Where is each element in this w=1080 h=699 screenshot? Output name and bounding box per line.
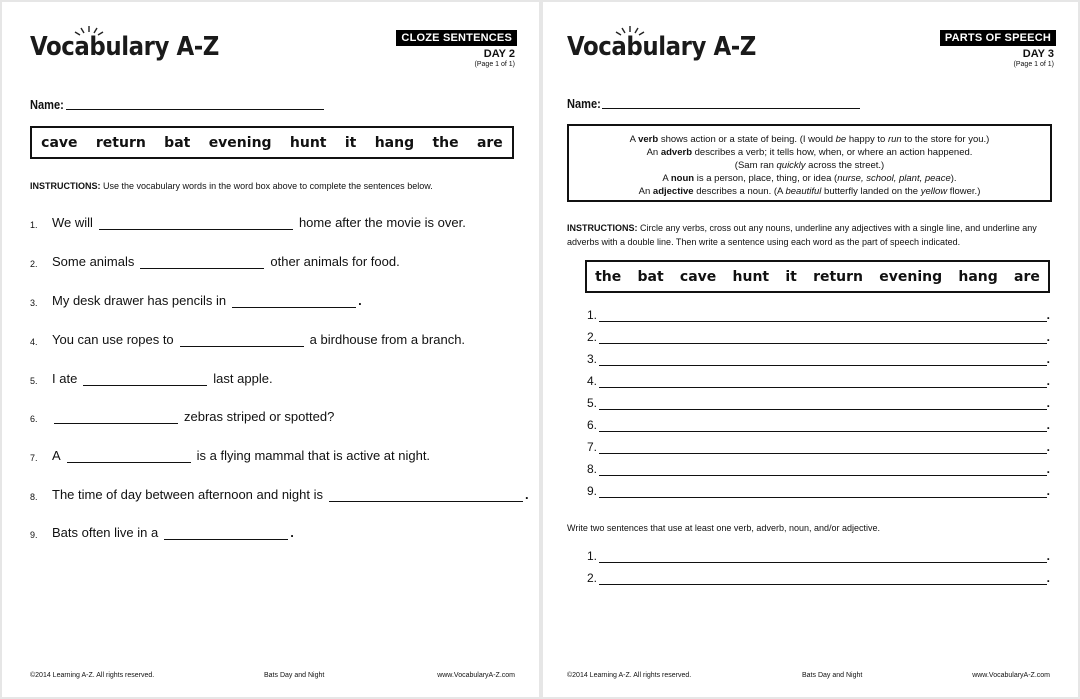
line-period: . xyxy=(1046,571,1050,585)
line-period: . xyxy=(1046,352,1050,366)
question-text-after: is a flying mammal that is active at night. xyxy=(196,448,431,463)
question-number: 2. xyxy=(30,259,38,269)
line-period: . xyxy=(1046,308,1050,322)
answer-line[interactable] xyxy=(585,308,1050,322)
question-text-before: I ate xyxy=(52,371,78,386)
line-number: 4. xyxy=(586,374,597,388)
vocabulary-az-logo: Vocabulary A-Z xyxy=(567,32,756,62)
answer-line[interactable] xyxy=(585,352,1050,366)
word-box-word: it xyxy=(785,268,797,285)
word-box-word: evening xyxy=(879,268,943,285)
instructions-label: INSTRUCTIONS: xyxy=(567,223,638,233)
answer-line[interactable] xyxy=(585,549,1050,563)
line-number: 7. xyxy=(586,440,597,454)
answer-blank[interactable] xyxy=(54,411,178,424)
two-sentences-prompt: Write two sentences that use at least one verb, adverb, noun, and/or adjective. xyxy=(567,523,881,533)
word-box-word: are xyxy=(1014,268,1040,285)
vocabulary-az-logo: Vocabulary A-Z xyxy=(30,32,219,62)
question-text-after: other animals for food. xyxy=(270,254,400,269)
writing-line[interactable] xyxy=(599,552,1047,563)
verb-definition: A verb shows action or a state of being. (I would be happy to run to the store for you.) xyxy=(629,134,990,145)
writing-line[interactable] xyxy=(599,574,1047,585)
answer-blank[interactable] xyxy=(164,527,288,540)
word-box-word: hang xyxy=(374,134,415,151)
worksheet-type-tag: PARTS OF SPEECH xyxy=(940,30,1056,46)
word-box-word: hunt xyxy=(289,134,327,151)
word-box-word: it xyxy=(344,134,357,151)
footer-title: Bats Day and Night xyxy=(802,672,863,679)
line-number: 2. xyxy=(586,571,597,585)
question-text-before: You can use ropes to xyxy=(52,332,174,347)
question-item xyxy=(30,371,273,386)
name-field[interactable] xyxy=(66,109,324,110)
line-number: 1. xyxy=(586,308,597,322)
question-number: 9. xyxy=(30,530,38,540)
question-number: 4. xyxy=(30,337,38,347)
question-text-before: The time of day between afternoon and night is xyxy=(52,487,324,502)
question-text-after: last apple. xyxy=(213,371,273,386)
question-number: 5. xyxy=(30,376,38,386)
answer-line[interactable] xyxy=(585,418,1050,432)
question-item xyxy=(30,293,362,308)
name-label: Name: xyxy=(30,97,64,112)
day-label: DAY 3 xyxy=(1022,48,1054,60)
worksheet-page-cloze xyxy=(2,2,539,697)
question-text-before: A xyxy=(52,448,61,463)
worksheet-page-parts-of-speech xyxy=(543,2,1078,697)
line-period: . xyxy=(1046,418,1050,432)
question-text-after: zebras striped or spotted? xyxy=(184,409,335,424)
answer-blank[interactable] xyxy=(329,489,523,502)
answer-blank[interactable] xyxy=(232,295,356,308)
word-box-word: bat xyxy=(164,134,191,151)
line-period: . xyxy=(1046,484,1050,498)
word-box-word: cave xyxy=(41,134,78,151)
definitions-box xyxy=(567,124,1052,202)
footer-copyright: ©2014 Learning A-Z. All rights reserved. xyxy=(30,672,155,679)
writing-line[interactable] xyxy=(599,443,1047,454)
footer-site[interactable]: www.VocabularyA-Z.com xyxy=(972,672,1050,679)
question-item xyxy=(30,448,430,463)
adverb-example: (Sam ran quickly across the street.) xyxy=(734,160,885,171)
line-period: . xyxy=(1046,330,1050,344)
line-number: 1. xyxy=(586,549,597,563)
adjective-definition: An adjective describes a noun. (A beautiful butterfly landed on the yellow flower.) xyxy=(638,186,981,197)
line-number: 3. xyxy=(586,352,597,366)
instructions-text: Circle any verbs, cross out any nouns, underline any adjectives with a single line, and underline any adverbs with a double line. Then write a sentence using each word as the part of speech indicated. xyxy=(567,223,1037,247)
question-text-after: . xyxy=(290,525,294,540)
writing-line[interactable] xyxy=(599,333,1047,344)
answer-line[interactable] xyxy=(585,396,1050,410)
writing-line[interactable] xyxy=(599,487,1047,498)
question-item xyxy=(30,332,465,347)
question-text-before: Bats often live in a xyxy=(52,525,159,540)
question-text-before: Some animals xyxy=(52,254,135,269)
word-box-word: bat xyxy=(637,268,664,285)
question-text-before: We will xyxy=(52,215,93,230)
worksheet-type-tag: CLOZE SENTENCES xyxy=(396,30,517,46)
question-item xyxy=(30,487,529,502)
writing-line[interactable] xyxy=(599,355,1047,366)
question-item xyxy=(30,254,400,269)
footer-copyright: ©2014 Learning A-Z. All rights reserved. xyxy=(567,672,692,679)
word-box-word: the xyxy=(595,268,622,285)
instructions xyxy=(567,221,1053,249)
answer-line[interactable] xyxy=(585,330,1050,344)
word-box xyxy=(585,260,1050,293)
answer-line[interactable] xyxy=(585,484,1050,498)
question-text-after: . xyxy=(525,487,529,502)
name-field[interactable] xyxy=(602,108,860,109)
line-period: . xyxy=(1046,396,1050,410)
footer-title: Bats Day and Night xyxy=(264,672,325,679)
question-number: 7. xyxy=(30,453,38,463)
word-box-word: hunt xyxy=(732,268,770,285)
footer-site[interactable]: www.VocabularyA-Z.com xyxy=(437,672,515,679)
word-box-word: the xyxy=(432,134,459,151)
answer-blank[interactable] xyxy=(83,373,207,386)
word-box-word: cave xyxy=(679,268,717,285)
noun-definition: A noun is a person, place, thing, or idea (nurse, school, plant, peace). xyxy=(662,173,957,184)
adverb-definition: An adverb describes a verb; it tells how, when, or where an action happened. xyxy=(646,147,973,158)
answer-blank[interactable] xyxy=(67,450,191,463)
answer-blank[interactable] xyxy=(99,217,293,230)
line-period: . xyxy=(1046,462,1050,476)
answer-line[interactable] xyxy=(585,462,1050,476)
question-item xyxy=(30,409,334,424)
writing-line[interactable] xyxy=(599,377,1047,388)
line-number: 5. xyxy=(586,396,597,410)
word-box-word: are xyxy=(476,134,503,151)
question-text-before: My desk drawer has pencils in xyxy=(52,293,227,308)
question-item xyxy=(30,215,466,230)
question-number: 6. xyxy=(30,414,38,424)
answer-line[interactable] xyxy=(585,571,1050,585)
question-text-after: home after the movie is over. xyxy=(298,215,466,230)
word-box xyxy=(30,126,514,159)
line-number: 8. xyxy=(586,462,597,476)
writing-line[interactable] xyxy=(599,465,1047,476)
line-number: 9. xyxy=(586,484,597,498)
question-text-after: a birdhouse from a branch. xyxy=(309,332,466,347)
word-box-word: return xyxy=(95,134,146,151)
writing-line[interactable] xyxy=(599,399,1047,410)
word-box-word: hang xyxy=(958,268,998,285)
page-count: (Page 1 of 1) xyxy=(474,61,515,68)
answer-blank[interactable] xyxy=(180,334,304,347)
day-label: DAY 2 xyxy=(483,48,515,60)
line-period: . xyxy=(1046,549,1050,563)
writing-line[interactable] xyxy=(599,421,1047,432)
answer-line[interactable] xyxy=(585,440,1050,454)
name-label: Name: xyxy=(567,96,601,111)
question-number: 8. xyxy=(30,492,38,502)
answer-line[interactable] xyxy=(585,374,1050,388)
line-period: . xyxy=(1046,440,1050,454)
writing-line[interactable] xyxy=(599,311,1047,322)
line-period: . xyxy=(1046,374,1050,388)
page-count: (Page 1 of 1) xyxy=(1013,61,1054,68)
line-number: 2. xyxy=(586,330,597,344)
line-number: 6. xyxy=(586,418,597,432)
question-number: 3. xyxy=(30,298,38,308)
instructions xyxy=(30,179,520,193)
question-item xyxy=(30,525,294,540)
instructions-text: Use the vocabulary words in the word box above to complete the sentences below. xyxy=(103,181,433,191)
word-box-word: return xyxy=(813,268,864,285)
answer-blank[interactable] xyxy=(140,256,264,269)
question-text-after: . xyxy=(358,293,362,308)
instructions-label: INSTRUCTIONS: xyxy=(30,181,101,191)
word-box-word: evening xyxy=(208,134,272,151)
question-number: 1. xyxy=(30,220,38,230)
